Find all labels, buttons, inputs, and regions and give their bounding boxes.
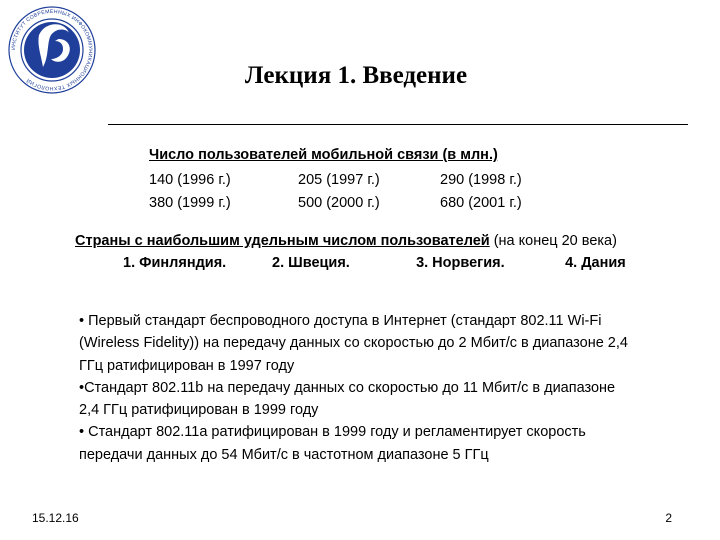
- countries-heading: Страны с наибольшим удельным числом пользователей: [75, 233, 490, 249]
- stats-cell: 140 (1996 г.): [149, 171, 231, 188]
- mobile-users-stats: [149, 147, 589, 214]
- note-paragraph: • Стандарт 802.11a ратифицирован в 1999 году и регламентирует скорость передачи данных до 54 Мбит/с в частотном диапазоне 5 ГГц: [79, 424, 586, 463]
- stats-cell: 205 (1997 г.): [298, 171, 380, 188]
- country-item: 4. Дания: [565, 255, 626, 271]
- page-number: 2: [665, 511, 672, 525]
- countries-list: [123, 255, 695, 271]
- stats-row: [149, 191, 589, 214]
- stats-cell: 500 (2000 г.): [298, 194, 380, 211]
- note-paragraph: •Стандарт 802.11b на передачу данных со скоростью до 11 Мбит/с в диапазоне 2,4 ГГц ратифицирован в 1999 году: [79, 379, 616, 419]
- standards-notes: [79, 310, 639, 466]
- title-divider: [108, 124, 688, 125]
- slide-title: Лекция 1. Введение: [244, 62, 468, 89]
- country-item: 1. Финляндия.: [123, 255, 227, 271]
- note-paragraph: • Первый стандарт беспроводного доступа в Интернет (стандарт 802.11 Wi-Fi (Wireless Fidelity)) на передачу данных со скоростью до 2 Мбит/с в диапазоне 2,4 ГГц ратифицирован в 1997 году: [79, 313, 628, 374]
- country-item: 3. Норвегия.: [416, 255, 505, 271]
- stats-cell: 680 (2001 г.): [440, 194, 522, 211]
- stats-heading: Число пользователей мобильной связи (в млн.): [149, 147, 498, 163]
- logo-ring-text: ИНСТИТУТ СОВРЕМЕННЫХ ИНФОКОММУНИКАЦИОННЫХ ТЕХНОЛОГИЙ: [10, 8, 94, 92]
- country-item: 2. Швеция.: [272, 255, 350, 271]
- stats-cell: 380 (1999 г.): [149, 194, 231, 211]
- countries-note: (на конец 20 века): [489, 233, 617, 249]
- stats-row: [149, 168, 589, 191]
- stats-cell: 290 (1998 г.): [440, 171, 522, 188]
- top-countries: [75, 233, 695, 271]
- footer-date: 15.12.16: [32, 511, 79, 525]
